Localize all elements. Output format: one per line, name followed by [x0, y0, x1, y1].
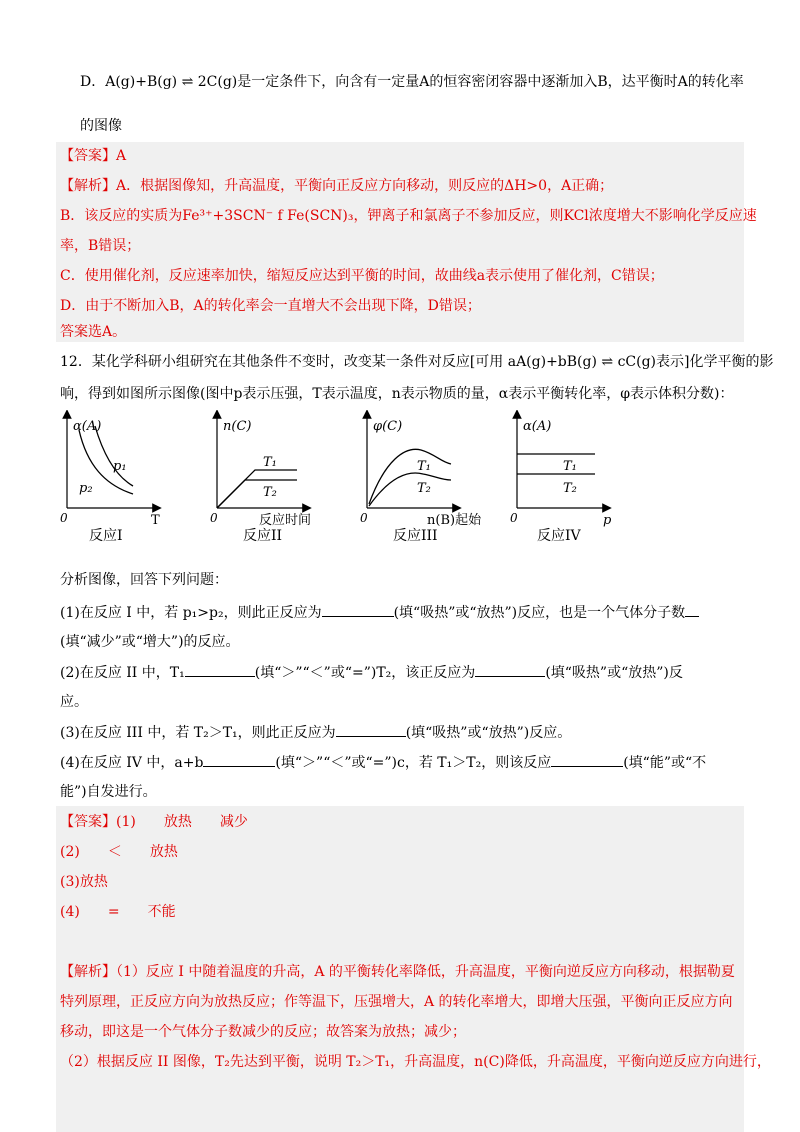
- q2-text-c: (填“吸热”或“放热”)反: [545, 665, 683, 681]
- answer-1-value-1: 放热: [163, 814, 192, 830]
- question-12-stem1: 12．某化学科研小组研究在其他条件不变时，改变某一条件对反应[可用 aA(g)+bB(g) ⇌ cC(g)表示]化学平衡的影: [60, 354, 774, 370]
- answer-1-num: (1): [116, 814, 136, 830]
- analysis-12-line4: （2）根据反应 II 图像，T₂先达到平衡，说明 T₂＞T₁，升高温度，n(C)降低，升高温度，平衡向逆反应方向进行，: [60, 1054, 771, 1070]
- graph3-ylabel: φ(C): [373, 419, 403, 434]
- graph3-curve-label-t2: T₂: [417, 481, 431, 496]
- graph2-caption: 反应II: [243, 528, 283, 544]
- q1-text-a: (1)在反应 I 中，若 p₁>p₂，则此正反应为: [60, 605, 322, 621]
- question-12-4-line1: [60, 752, 706, 773]
- graph3-caption: 反应III: [393, 528, 438, 544]
- analysis-12-line2: 特列原理，正反应方向为放热反应；作等温下，压强增大，A 的转化率增大，即增大压强，平衡向正反应方向: [60, 994, 733, 1010]
- graph4-curve-label-t1: T₁: [563, 459, 577, 474]
- answer-1-value-2: 减少: [219, 814, 248, 830]
- graph2-ylabel: n(C): [223, 419, 252, 434]
- question-12-1-line1: [60, 602, 699, 623]
- answer-label: 【答案】: [60, 148, 116, 164]
- question-12-4-line2: 能”)自发进行。: [60, 784, 157, 800]
- analysis-11-line2: B．该反应的实质为Fe³⁺+3SCN⁻ f Fe(SCN)₃，钾离子和氯离子不参加反应，则KCl浓度增大不影响化学反应速: [60, 208, 757, 224]
- analysis-11-line4: C．使用催化剂，反应速率加快，缩短反应达到平衡的时间，故曲线a表示使用了催化剂，C错误；: [60, 268, 664, 284]
- answer-12-line2: [60, 842, 178, 862]
- graph2-curve-label-t1: T₁: [263, 455, 277, 470]
- q4-text-a: (4)在反应 IV 中，a+b: [60, 755, 204, 771]
- graph2-origin: 0: [210, 511, 218, 525]
- answer-label: 【答案】: [60, 814, 116, 830]
- analysis-label: 【解析】: [60, 178, 116, 194]
- answer-4-value-2: 不能: [147, 904, 176, 920]
- graph1-origin: 0: [60, 511, 68, 525]
- q2-text-b: (填“＞”“＜”或“=”)T₂，该正反应为: [254, 665, 476, 681]
- graph2-curve-t1: [217, 470, 297, 508]
- answer-12-line3: [60, 872, 108, 892]
- graph-reaction-3: [360, 414, 482, 544]
- q2-blank-1[interactable]: [185, 662, 255, 677]
- graph-reaction-4: [510, 414, 612, 544]
- graph1-xlabel: T: [151, 513, 160, 528]
- question-12-stem2: 响，得到如图所示图像(图中p表示压强，T表示温度，n表示物质的量，α表示平衡转化率，φ表示体积分数)：: [60, 386, 734, 402]
- graph1-ylabel: α(A): [73, 419, 102, 434]
- q4-text-b: (填“＞”“＜”或“=”)c，若 T₁＞T₂，则该反应: [275, 755, 552, 771]
- analysis-text: A．根据图像知，升高温度，平衡向正反应方向移动，则反应的ΔH>0，A正确；: [116, 178, 614, 194]
- q1-blank-2[interactable]: [685, 602, 699, 617]
- q4-blank-1[interactable]: [203, 752, 275, 767]
- analysis-11-line5: D．由于不断加入B，A的转化率会一直增大不会出现下降，D错误；: [60, 298, 481, 314]
- graph4-xlabel: p: [603, 513, 612, 528]
- q1-blank-1[interactable]: [322, 602, 394, 617]
- question-12-2-line2: 应。: [60, 694, 88, 710]
- answer-value: A: [116, 148, 127, 164]
- q2-blank-2[interactable]: [475, 662, 545, 677]
- answer-3-value-1: 放热: [79, 874, 108, 890]
- graphs-figure: [55, 410, 695, 550]
- graph4-ylabel: α(A): [523, 419, 552, 434]
- answer-2-num: (2): [60, 844, 80, 860]
- answer-12-line1: [60, 812, 248, 832]
- q3-text-a: (3)在反应 III 中，若 T₂＞T₁，则此正反应为: [60, 725, 336, 741]
- analysis-label: 【解析】: [60, 964, 116, 980]
- analysis-11-line1: [60, 176, 613, 196]
- answer-3-num: (3): [60, 874, 80, 890]
- answer-11-line: [60, 146, 126, 166]
- graph3-curve-t1: [369, 449, 451, 504]
- q3-blank-1[interactable]: [336, 722, 406, 737]
- question-12-1-line2: (填“减少”或“增大”)的反应。: [60, 634, 240, 650]
- graph-reaction-2: [210, 414, 311, 544]
- graph-reaction-1: [60, 414, 160, 544]
- q1-text-b: (填“吸热”或“放热”)反应，也是一个气体分子数: [393, 605, 686, 621]
- graph1-curve-label-p1: p₁: [113, 459, 127, 474]
- answer-2-value-2: 放热: [149, 844, 178, 860]
- graph4-origin: 0: [510, 511, 518, 525]
- q4-text-c: (填“能”或“不: [623, 755, 707, 771]
- answer-4-value-1: =: [107, 904, 120, 920]
- option-d-line1: D．A(g)+B(g) ⇌ 2C(g)是一定条件下，向含有一定量A的恒容密闭容器中逐渐加入B，达平衡时A的转化率: [80, 74, 744, 90]
- question-12-3-line: [60, 722, 571, 743]
- q4-blank-2[interactable]: [551, 752, 623, 767]
- answer-4-num: (4): [60, 904, 80, 920]
- q2-text-a: (2)在反应 II 中，T₁: [60, 665, 185, 681]
- graph3-xlabel: n(B)起始: [427, 513, 482, 528]
- option-d-line2: 的图像: [80, 118, 122, 134]
- graph3-curve-label-t1: T₁: [417, 459, 431, 474]
- q3-text-b: (填“吸热”或“放热”)反应。: [405, 725, 572, 741]
- question-12-intro: 分析图像，回答下列问题：: [60, 572, 228, 588]
- graph3-origin: 0: [360, 511, 368, 525]
- graph2-curve-t2: [217, 480, 297, 508]
- analysis-12-line1: [60, 962, 735, 982]
- graph1-caption: 反应I: [89, 528, 123, 544]
- analysis-12-line3: 移动，即这是一个气体分子数减少的反应；故答案为放热；减少；: [60, 1024, 466, 1040]
- graph2-xlabel: 反应时间: [259, 513, 312, 528]
- analysis-11-line3: 率，B错误；: [60, 238, 141, 254]
- question-12-2-line1: [60, 662, 683, 683]
- graph1-curve-label-p2: p₂: [79, 481, 93, 496]
- graph4-caption: 反应IV: [537, 528, 581, 544]
- analysis-text: （1）反应 I 中随着温度的升高，A 的平衡转化率降低，升高温度，平衡向逆反应方向移动，根据勒夏: [116, 964, 735, 980]
- answer-2-value-1: ＜: [107, 844, 122, 860]
- answer-12-line4: [60, 902, 176, 922]
- graph1-curve-p1: [95, 426, 133, 486]
- graph4-curve-label-t2: T₂: [563, 481, 577, 496]
- analysis-11-line6: 答案选A。: [60, 324, 127, 340]
- graph2-curve-label-t2: T₂: [263, 485, 277, 500]
